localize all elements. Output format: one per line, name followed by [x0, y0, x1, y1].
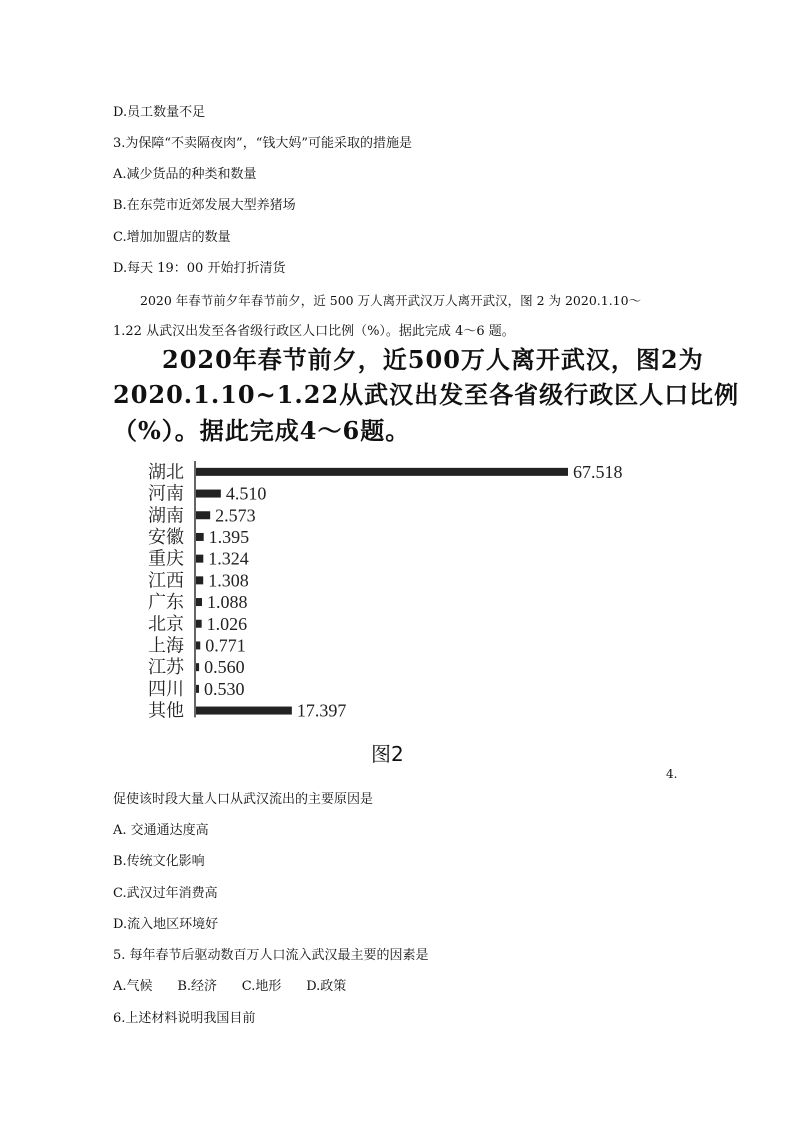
bar [196, 598, 202, 606]
category-label: 江西 [148, 570, 184, 591]
value-label: 2.573 [215, 505, 256, 526]
question-4: 促使该时段大量人口从武汉流出的主要原因是 [113, 792, 374, 807]
q4-option-a: A. 交通通达度高 [113, 823, 209, 838]
value-label: 0.530 [204, 678, 245, 699]
heading-line-2: 2020.1.10~1.22从武汉出发至各省级行政区人口比例 [113, 380, 740, 409]
question-number: 4. [666, 767, 678, 781]
value-label: 1.088 [206, 592, 248, 613]
category-label: 江苏 [148, 657, 184, 678]
category-label: 广东 [148, 592, 184, 613]
bar [196, 707, 292, 715]
bar [196, 663, 199, 671]
heading-line-3: （%）。据此完成4～6题。 [113, 416, 411, 445]
bar [196, 468, 568, 476]
bar [196, 685, 199, 693]
question-5: 5. 每年春节后驱动数百万人口流入武汉最主要的因素是 [113, 948, 429, 963]
material-intro-1: 2020 年春节前夕年春节前夕，近 500 万人离开武汉万人离开武汉，图 2 为 2020.1.10～ [140, 293, 642, 308]
bar [196, 490, 221, 498]
category-label: 北京 [148, 613, 184, 634]
value-label: 0.560 [204, 657, 245, 678]
option-d: D.每天 19：00 开始打折清货 [113, 261, 286, 276]
category-label: 湖北 [148, 461, 184, 482]
value-label: 1.395 [208, 526, 250, 547]
q5-options: A.气候 B.经济 C.地形 D.政策 [113, 979, 347, 994]
category-label: 河南 [148, 483, 184, 504]
option-c: C.增加加盟店的数量 [113, 230, 231, 245]
q4-option-c: C.武汉过年消费高 [113, 886, 218, 901]
category-label: 安徽 [148, 526, 184, 547]
bar [196, 576, 203, 584]
category-label: 湖南 [148, 505, 184, 526]
q4-option-b: B.传统文化影响 [113, 854, 205, 869]
value-label: 1.026 [206, 613, 248, 634]
value-label: 67.518 [573, 461, 623, 482]
bar [196, 533, 204, 541]
bar [196, 511, 210, 519]
value-label: 4.510 [225, 483, 267, 504]
category-label: 其他 [148, 700, 184, 721]
line-d-option: D.员工数量不足 [113, 105, 206, 120]
category-label: 重庆 [148, 548, 184, 569]
question-6: 6.上述材料说明我国目前 [113, 1011, 256, 1026]
q4-option-d: D.流入地区环境好 [113, 917, 219, 932]
option-b: B.在东莞市近郊发展大型养猪场 [113, 198, 296, 213]
heading-line-1: 2020年春节前夕，近500万人离开武汉，图2为 [162, 345, 704, 374]
material-intro-2: 1.22 从武汉出发至各省级行政区人口比例（%）。据此完成 4～6 题。 [113, 324, 515, 339]
category-label: 上海 [148, 635, 184, 656]
question-3: 3.为保障“不卖隔夜肉”，“钱大妈”可能采取的措施是 [113, 136, 412, 151]
figure-caption: 图2 [371, 742, 404, 766]
category-label: 四川 [148, 678, 184, 699]
value-label: 1.308 [208, 570, 249, 591]
bar [196, 555, 203, 563]
option-a: A.减少货品的种类和数量 [113, 167, 257, 182]
population-bar-chart [140, 455, 660, 725]
value-label: 17.397 [296, 700, 347, 721]
value-label: 0.771 [205, 635, 246, 656]
bar [196, 620, 202, 628]
value-label: 1.324 [208, 548, 249, 569]
bar [196, 641, 200, 649]
